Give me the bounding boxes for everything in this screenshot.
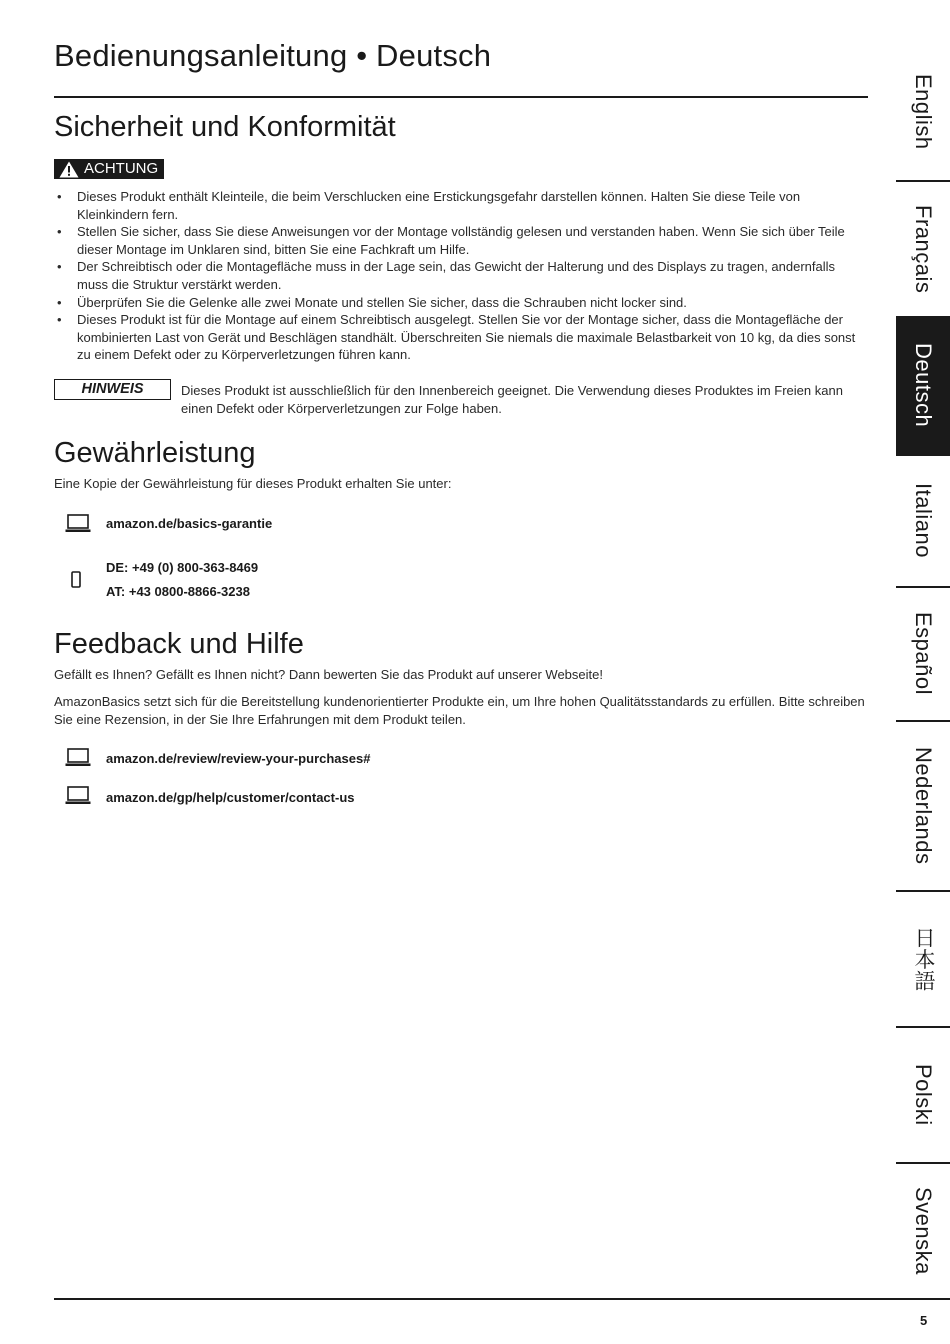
- tab-english[interactable]: English: [896, 44, 950, 182]
- review-link[interactable]: amazon.de/review/review-your-purchases#: [106, 751, 371, 766]
- tab-nederlands[interactable]: Nederlands: [896, 722, 950, 892]
- title-divider: [54, 96, 868, 98]
- list-item: • Dieses Produkt ist für die Montage auf einem Schreibtisch ausgelegt. Stellen Sie vor der Montage sicher, dass die Montagefläche der kombinierten Last von Gerät und Beschlägen standhält. Überschreiten Sie niemals die maximale Belastbarkeit von 10 kg, da dies sonst zu einem Defekt oder zu Körperverletzungen führen kann.: [54, 311, 864, 364]
- safety-bullet-list: [54, 188, 864, 364]
- list-item: • Der Schreibtisch oder die Montagefläche muss in der Lage sein, das Gewicht der Halterung und des Displays zu tragen, andernfalls muss die Struktur verstärkt werden.: [54, 258, 864, 293]
- phone-number-de[interactable]: DE: +49 (0) 800-363-8469: [106, 560, 259, 575]
- tab-japanese[interactable]: 日本語: [896, 892, 950, 1028]
- tab-espanol[interactable]: Español: [896, 588, 950, 722]
- tab-svenska[interactable]: Svenska: [911, 1187, 936, 1275]
- warning-label: ACHTUNG: [84, 160, 159, 177]
- list-item: • Überprüfen Sie die Gelenke alle zwei Monate und stellen Sie sicher, dass die Schrauben nicht locker sind.: [54, 294, 864, 312]
- page-title: Bedienungsanleitung • Deutsch: [54, 38, 492, 73]
- page-number: 5: [920, 1313, 928, 1328]
- list-item: • Stellen Sie sicher, dass Sie diese Anweisungen vor der Montage vollständig gelesen und verstanden haben. Wenn Sie sich über Teile dieser Montage im Unklaren sind, bitten Sie eine Fachkraft um Hilfe.: [54, 223, 864, 258]
- list-item: • Dieses Produkt enthält Kleinteile, die beim Verschlucken eine Erstickungsgefahr darstellen können. Halten Sie diese Teile von Kleinkindern fern.: [54, 188, 864, 223]
- laptop-icon: [65, 748, 91, 772]
- tab-deutsch[interactable]: Deutsch: [896, 316, 950, 456]
- footer-divider: [54, 1298, 950, 1300]
- warranty-heading: Gewährleistung: [54, 437, 256, 469]
- contact-link[interactable]: amazon.de/gp/help/customer/contact-us: [106, 790, 355, 805]
- warning-badge: [54, 159, 164, 179]
- safety-heading: Sicherheit und Konformität: [54, 111, 396, 143]
- warning-triangle-icon: [59, 161, 79, 178]
- feedback-line2: AmazonBasics setzt sich für die Bereitstellung kundenorientierter Produkte ein, um Ihre hohen Qualitätsstandards zu erfüllen. Bitte schreiben Sie eine Rezension, in der Sie Ihre Erfahrungen mit dem Produkt teilen.: [54, 694, 865, 727]
- mobile-phone-icon: [71, 571, 81, 593]
- tab-polski[interactable]: Polski: [896, 1028, 950, 1164]
- feedback-heading: Feedback und Hilfe: [54, 628, 304, 660]
- phone-number-at[interactable]: AT: +43 0800-8866-3238: [106, 584, 250, 599]
- notice-label: HINWEIS: [54, 379, 171, 400]
- laptop-icon: [65, 786, 91, 810]
- warranty-link[interactable]: amazon.de/basics-garantie: [106, 516, 273, 531]
- tab-italiano[interactable]: Italiano: [896, 454, 950, 588]
- warranty-intro: Eine Kopie der Gewährleistung für dieses Produkt erhalten Sie unter:: [54, 476, 452, 491]
- feedback-line1: Gefällt es Ihnen? Gefällt es Ihnen nicht? Dann bewerten Sie das Produkt auf unserer Webseite!: [54, 667, 603, 682]
- notice-text: Dieses Produkt ist ausschließlich für den Innenbereich geeignet. Die Verwendung dieses Produktes im Freien kann einen Defekt oder Körperverletzungen zur Folge haben.: [181, 383, 843, 416]
- tab-francais[interactable]: Français: [896, 182, 950, 318]
- laptop-icon: [65, 514, 91, 538]
